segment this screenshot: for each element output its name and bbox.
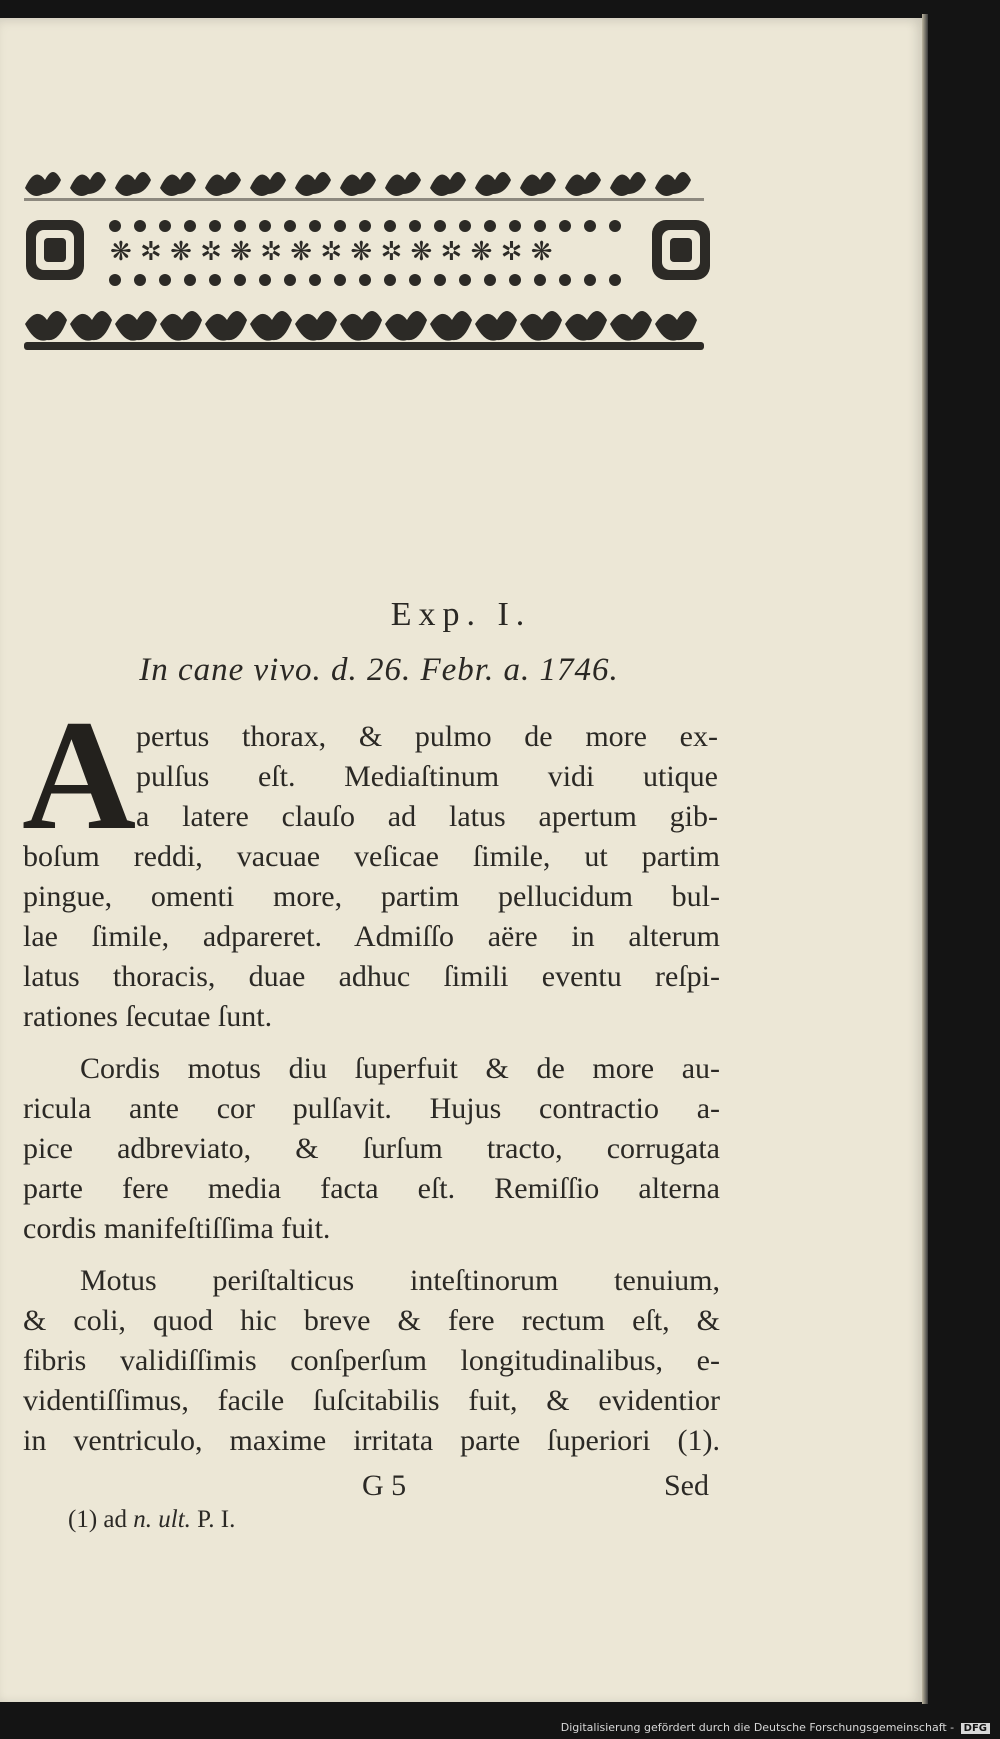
footer-text: Digitalisierung gefördert durch die Deutsche Forschungsgemeinschaft -	[560, 1721, 955, 1734]
signature-mark: G 5	[362, 1469, 407, 1502]
text-line: fibris validiſſimis conſperſum longitudinalibus, e-	[23, 1344, 720, 1377]
footnote-italic: n. ult.	[133, 1506, 191, 1533]
svg-text:❋ ✲ ❋ ✲ ❋ ✲ ❋ ✲ ❋ ✲ ❋ ✲ ❋ ✲ ❋: ❋ ✲ ❋ ✲ ❋ ✲ ❋ ✲ ❋ ✲ ❋ ✲ ❋ ✲ ❋	[110, 237, 553, 267]
footnote	[68, 1506, 235, 1534]
text-line: in ventriculo, maxime irritata parte ſuperiori (1).	[23, 1424, 720, 1457]
text-line: ricula ante cor pulſavit. Hujus contractio a-	[23, 1092, 720, 1125]
experiment-subheading: In cane vivo. d. 26. Febr. a. 1746.	[139, 652, 619, 688]
text-line: a latere clauſo ad latus apertum gib-	[136, 800, 718, 833]
text-line: lae ſimile, adpareret. Admiſſo aëre in alterum	[23, 920, 720, 953]
book-page	[0, 18, 922, 1702]
text-line: pertus thorax, & pulmo de more ex-	[136, 720, 718, 753]
experiment-heading: Exp. I.	[390, 596, 532, 633]
footnote-prefix: (1) ad	[68, 1506, 127, 1533]
text-line: cordis manifeſtiſſima fuit.	[23, 1212, 331, 1245]
text-line: pingue, omenti more, partim pellucidum bul-	[23, 880, 720, 913]
footnote-suffix: P. I.	[197, 1506, 236, 1533]
text-line: latus thoracis, duae adhuc ſimili eventu reſpi-	[23, 960, 720, 993]
drop-cap: A	[22, 688, 137, 863]
text-line: Cordis motus diu ſuperfuit & de more au-	[80, 1052, 720, 1085]
page-edge	[922, 14, 928, 1704]
text-line: pice adbreviato, & ſurſum tracto, corrugata	[23, 1132, 720, 1165]
text-line: Motus periſtalticus inteſtinorum tenuium,	[80, 1264, 720, 1297]
digitization-footer	[561, 1721, 990, 1734]
ornamental-headpiece	[20, 146, 720, 378]
catchword: Sed	[664, 1469, 709, 1502]
text-line: parte fere media facta eſt. Remiſſio alterna	[23, 1172, 720, 1205]
dfg-logo: DFG	[961, 1723, 990, 1734]
text-line: pulſus eſt. Mediaſtinum vidi utique	[136, 760, 718, 793]
text-line: boſum reddi, vacuae veſicae ſimile, ut partim	[23, 840, 720, 873]
text-line: videntiſſimus, facile ſuſcitabilis fuit, & evidentior	[23, 1384, 720, 1417]
text-line: & coli, quod hic breve & fere rectum eſt, &	[23, 1304, 720, 1337]
text-line: rationes ſecutae ſunt.	[23, 1000, 273, 1033]
